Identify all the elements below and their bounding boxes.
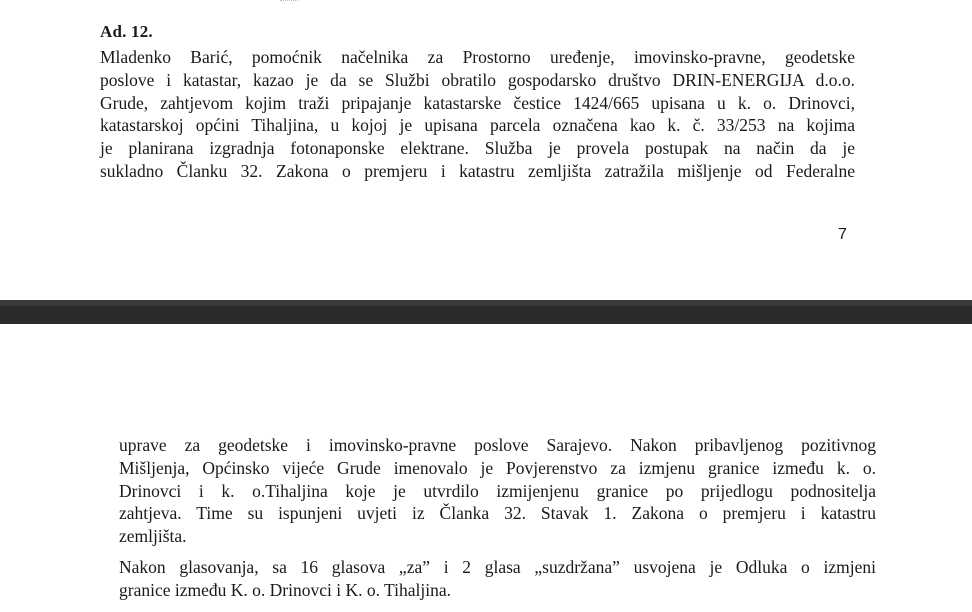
text-line: zemljišta. <box>119 526 187 547</box>
document-page-top <box>0 0 972 300</box>
text-line: Drinovci i k. o.Tihaljina koje je utvrdilo izmijenjenu granice po prijedlogu podnositelja <box>119 480 876 501</box>
text-line: granice između K. o. Drinovci i K. o. Tihaljina. <box>119 579 451 600</box>
text-line: sukladno Članku 32. Zakona o premjeru i katastru zemljišta zatražila mišljenje od Federalne <box>100 160 855 181</box>
vote-result-paragraph <box>119 556 876 602</box>
text-line: uprave za geodetske i imovinsko-pravne poslove Sarajevo. Nakon pribavljenog pozitivnog <box>119 435 876 455</box>
text-line: je planirana izgradnja fotonaponske elektrane. Služba je provela postupak na način da je <box>100 138 855 159</box>
page-separator <box>0 300 972 324</box>
scan-artifact <box>280 0 298 4</box>
agenda-item-paragraph <box>100 46 855 183</box>
page-number: 7 <box>838 226 847 243</box>
text-line: katastarskoj općini Tihaljina, u kojoj je upisana parcela označena kao k. č. 33/253 na kojima <box>100 115 855 136</box>
text-line: Nakon glasovanja, sa 16 glasova „za” i 2 glasa „suzdržana” usvojena je Odluka o izmjeni <box>119 557 876 577</box>
text-line: Mišljenja, Općinsko vijeće Grude imenovalo je Povjerenstvo za izmjenu granice između k. o. <box>119 457 876 478</box>
text-line: Grude, zahtjevom kojim traži pripajanje katastarske čestice 1424/665 upisana u k. o. Drinovci, <box>100 92 855 113</box>
text-line: poslove i katastar, kazao je da se Službi obratilo gospodarsko društvo DRIN-ENERGIJA d.o.o. <box>100 69 855 90</box>
text-line: Mladenko Barić, pomoćnik načelnika za Prostorno uređenje, imovinsko-pravne, geodetske <box>100 47 855 67</box>
agenda-item-heading: Ad. 12. <box>100 22 153 41</box>
text-line: zahtjeva. Time su ispunjeni uvjeti iz Članka 32. Stavak 1. Zakona o premjeru i katastru <box>119 503 876 524</box>
continuation-paragraph <box>119 434 876 548</box>
